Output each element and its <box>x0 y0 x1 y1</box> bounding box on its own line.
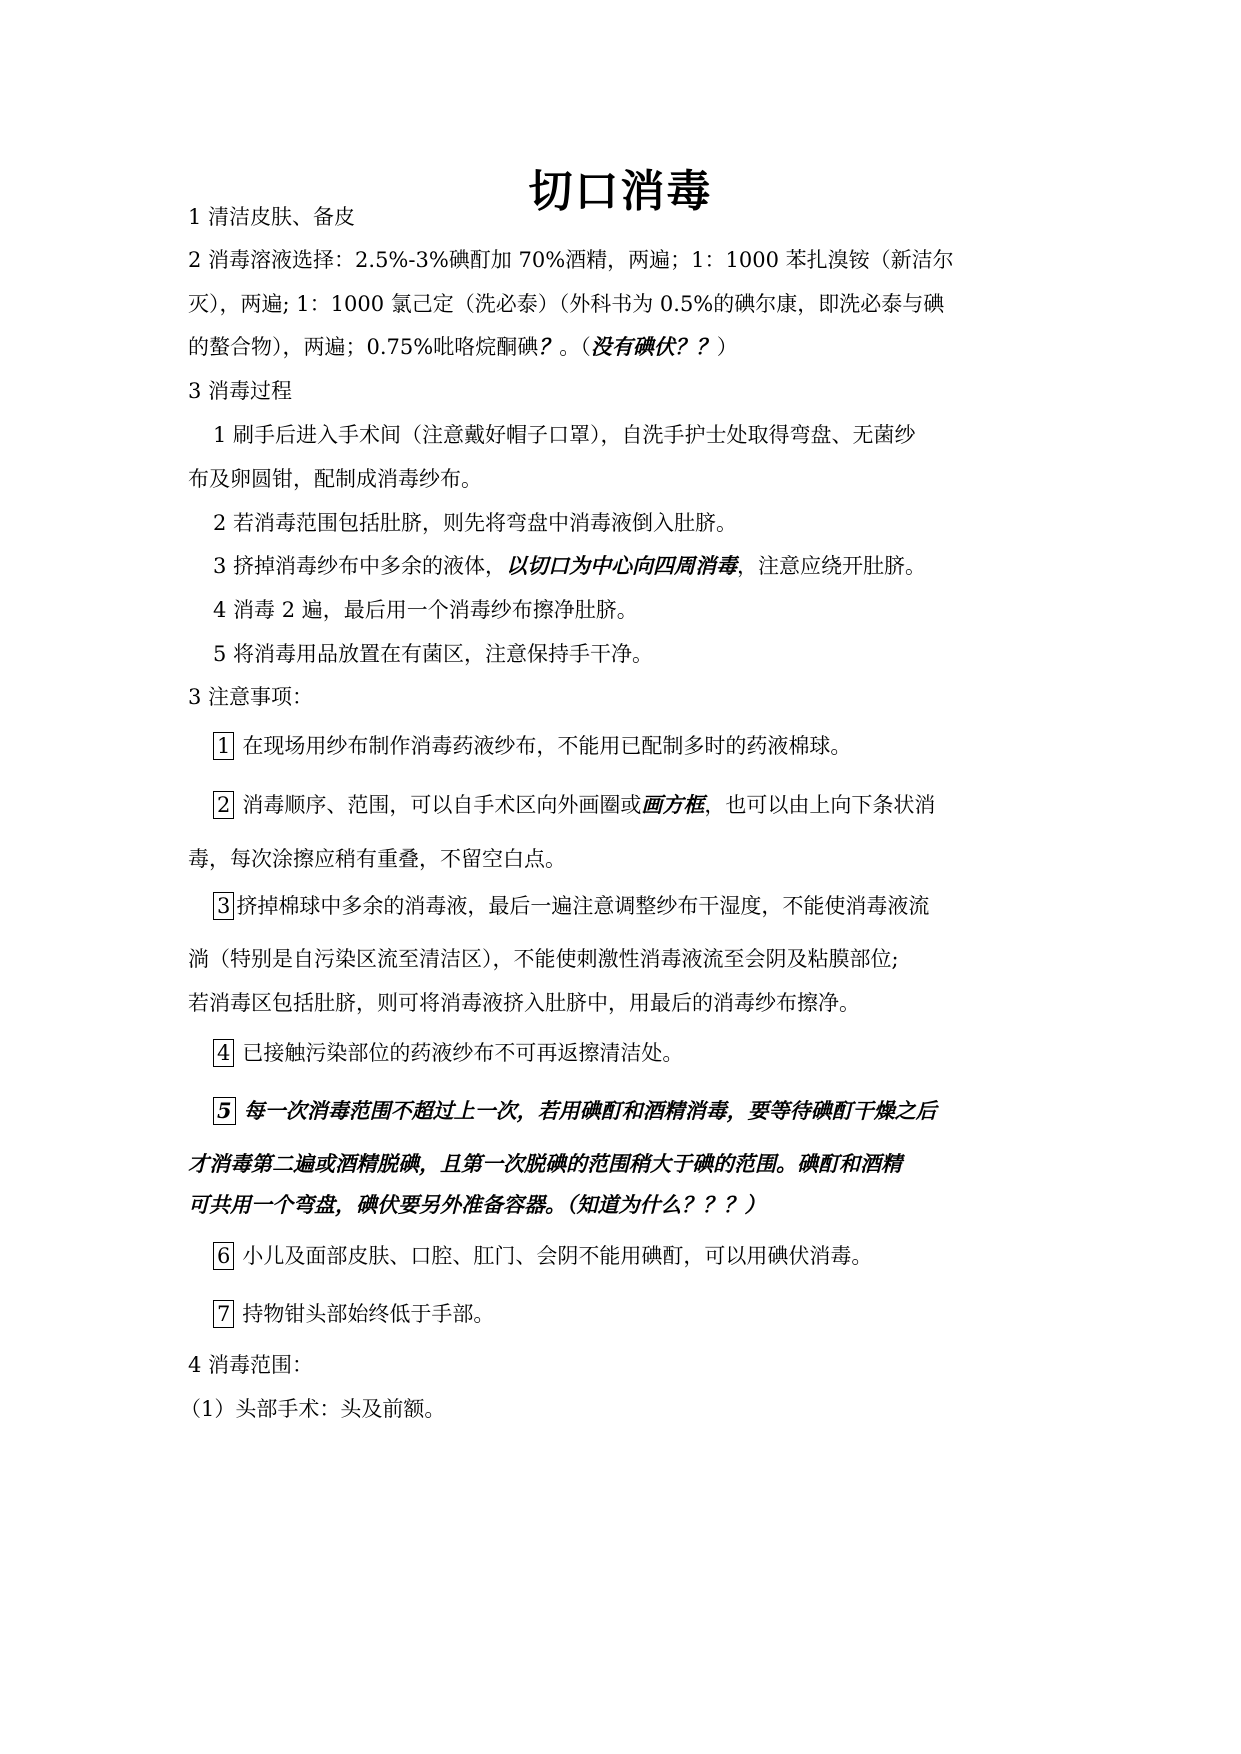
note-3-line-1 <box>213 890 1058 920</box>
section-3-heading: 3 消毒过程 <box>188 379 293 403</box>
text-run: ） <box>716 335 738 359</box>
note-number: 6 <box>213 1242 234 1270</box>
process-step-2: 2 若消毒范围包括肚脐，则先将弯盘中消毒液倒入肚脐。 <box>213 511 738 535</box>
note-5-line-1 <box>213 1095 1058 1125</box>
note-2-line-1 <box>213 789 1058 819</box>
process-step-1-line-2: 布及卵圆钳，配制成消毒纱布。 <box>188 467 482 491</box>
note-text: 消毒顺序、范围，可以自手术区向外画圈或 <box>242 793 642 817</box>
text-run: 3 挤掉消毒纱布中多余的液体， <box>213 554 507 578</box>
process-step-5: 5 将消毒用品放置在有菌区，注意保持手干净。 <box>213 642 654 666</box>
page-title: 切口消毒 <box>528 166 713 217</box>
note-number: 1 <box>213 732 234 760</box>
note-text: 每一次消毒范围不超过上一次，若用碘酊和酒精消毒，要等待碘酊干燥之后 <box>243 1098 937 1123</box>
emphasis-question: ？ <box>538 334 560 359</box>
note-text: 挤掉棉球中多余的消毒液，最后一遍注意调整纱布干湿度，不能使消毒液流 <box>236 894 930 918</box>
note-6 <box>213 1240 1058 1270</box>
section-2-line-1: 2 消毒溶液选择：2.5%-3%碘酊加 70%酒精，两遍；1：1000 苯扎溴铵（新洁尔 <box>188 248 954 272</box>
text-run: 的螯合物），两遍；0.75%吡咯烷酮碘 <box>188 335 539 359</box>
note-text: 已接触污染部位的药液纱布不可再返擦清洁处。 <box>242 1041 684 1065</box>
note-1 <box>213 730 1058 760</box>
note-7 <box>213 1298 1058 1328</box>
note-4 <box>213 1037 1058 1067</box>
note-2-line-2: 毒，每次涂擦应稍有重叠，不留空白点。 <box>188 847 566 871</box>
emphasis-center-outward: 以切口为中心向四周消毒 <box>506 553 738 578</box>
section-2-line-2: 灭），两遍; 1：1000 氯己定（洗必泰）（外科书为 0.5%的碘尔康，即洗必泰与碘 <box>188 292 945 316</box>
emphasis-note: 没有碘伏？？ <box>590 334 717 359</box>
note-5-line-3: 可共用一个弯盘，碘伏要另外准备容器。（知道为什么？？？） <box>188 1192 766 1217</box>
section-1-heading: 1 清洁皮肤、备皮 <box>188 205 356 229</box>
process-step-3 <box>213 550 1058 580</box>
emphasis-square-frame: 画方框 <box>641 792 705 817</box>
section-4-heading: 3 注意事项： <box>188 685 314 709</box>
text-run: ，注意应绕开肚脐。 <box>737 554 927 578</box>
note-number: 5 <box>213 1097 236 1125</box>
process-step-4: 4 消毒 2 遍，最后用一个消毒纱布擦净肚脐。 <box>213 598 638 622</box>
note-text: 在现场用纱布制作消毒药液纱布，不能用已配制多时的药液棉球。 <box>242 734 852 758</box>
note-number: 3 <box>213 892 234 920</box>
note-text: 持物钳头部始终低于手部。 <box>242 1302 495 1326</box>
note-number: 7 <box>213 1300 234 1328</box>
note-number: 4 <box>213 1039 234 1067</box>
process-step-1-line-1: 1 刷手后进入手术间（注意戴好帽子口罩），自洗手护士处取得弯盘、无菌纱 <box>213 423 916 447</box>
section-5-heading: 4 消毒范围： <box>188 1353 314 1377</box>
section-2-line-3 <box>188 331 1058 361</box>
note-text: ，也可以由上向下条状消 <box>704 793 936 817</box>
note-number: 2 <box>213 791 234 819</box>
scope-item-1: （1）头部手术：头及前额。 <box>180 1397 446 1421</box>
note-3-line-3: 若消毒区包括肚脐，则可将消毒液挤入肚脐中，用最后的消毒纱布擦净。 <box>188 991 860 1015</box>
note-3-line-2: 淌（特别是自污染区流至清洁区），不能使刺激性消毒液流至会阴及粘膜部位; <box>188 947 899 971</box>
note-text: 小儿及面部皮肤、口腔、肛门、会阴不能用碘酊，可以用碘伏消毒。 <box>242 1244 873 1268</box>
text-run: 。（ <box>559 335 591 359</box>
note-5-line-2: 才消毒第二遍或酒精脱碘，且第一次脱碘的范围稍大于碘的范围。碘酊和酒精 <box>188 1151 902 1176</box>
